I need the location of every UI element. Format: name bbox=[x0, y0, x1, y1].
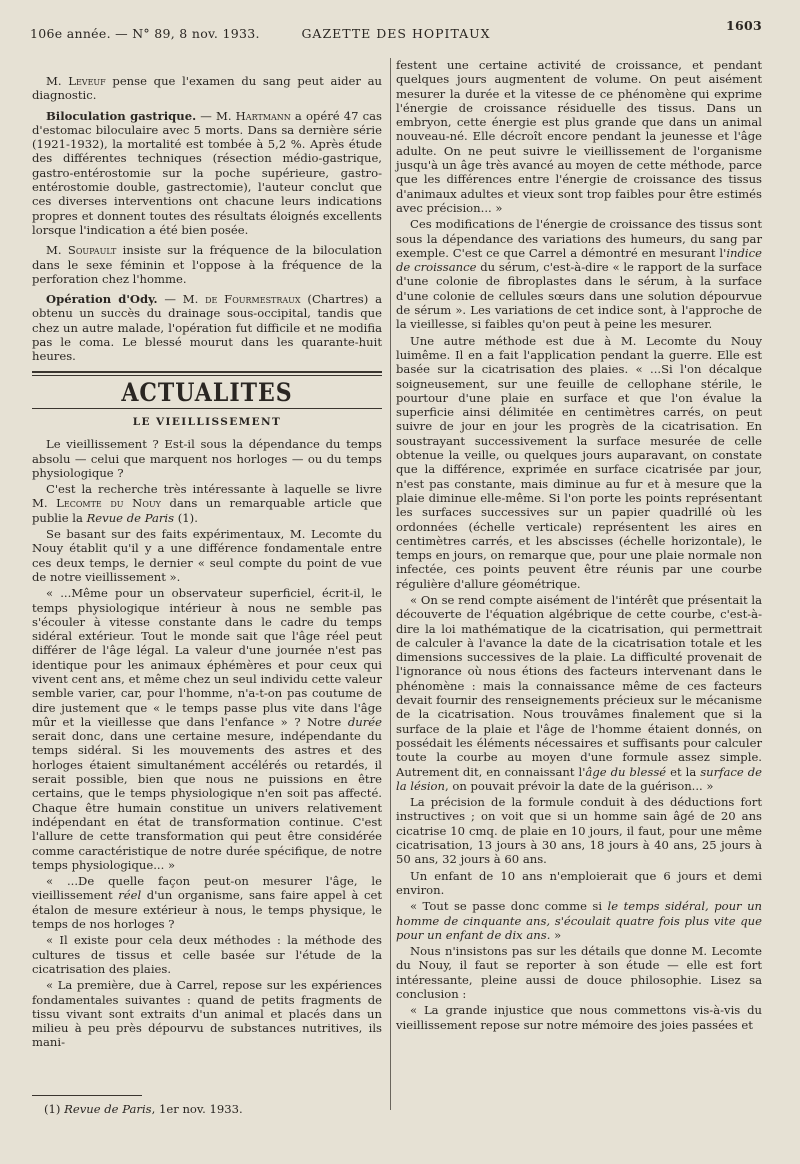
report-heading: Biloculation gastrique. bbox=[46, 108, 197, 123]
paragraph-text: et la bbox=[666, 764, 701, 779]
paragraph-text: a opéré 47 cas d'estomac biloculaire avec 5 morts. Dans sa dernière série (1921-1932), la mortalité est tombée à 5,2 %. Après étude des différentes techniques (résection médio-gastrique, gastro-entérostomie sur la poche supérieure, gastro-entérostomie double, gastrectomie), l'auteur conclut que ces diverses interventions ont chacune leurs indications propres et donnent toutes des résultats éloignés excellents lorsque l'indication a été bien posée. bbox=[32, 108, 382, 237]
article-paragraph: « Il existe pour cela deux méthodes : la méthode des cultures de tissus et celle basée sur l'étude de la cicatrisation des plaies. bbox=[32, 933, 382, 976]
paragraph-text: « ...Même pour un observateur superficiel, écrit-il, le temps physiologique intérieur à nous ne semble pas s'écouler à vitesse constante dans le cadre du temps sidéral extérieur. Tout le monde sait que l'âge réel peut différer de l'âge légal. La valeur d'une journée n'est pas identique pour les animaux éphémères et pour ceux qui vivent cent ans, et même chez un seul individu cette valeur semble varier, car, pour l'homme, n'a-t-on pas coutume de dire justement que « le temps passe plus vite dans l'âge mûr et la vieillesse que dans l'enfance » ? Notre bbox=[32, 586, 382, 729]
article-paragraph bbox=[396, 593, 762, 793]
journal-name: Revue de Paris bbox=[86, 510, 175, 525]
italic-term: surface de la lésion bbox=[396, 764, 762, 793]
paragraph-text: , on pouvait prévoir la date de la guérison... » bbox=[444, 778, 714, 793]
article-paragraph bbox=[32, 874, 382, 931]
paragraph-text: « On se rend compte aisément de l'intérêt que présentait la découverte de l'équation algébrique de cette courbe, c'est-à-dire la loi mathématique de la cicatrisation, qui permettrait de calculer à l'avance la date de la cicatrisation totale et les dimensions successives de la plaie. La difficulté provenait de l'ignorance où nous étions des facteurs intervenant dans le phénomène : mais la connaissance même de ces facteurs devait fournir des renseignements précieux sur le mécanisme de la cicatrisation. Nous trouvâmes finalement que si la surface de la plaie et l'âge de l'homme étaient donnés, on possédait les éléments nécessaires et suffisants pour calculer toute la courbe au moyen d'une formule assez simple. Autrement dit, en connaissant l' bbox=[396, 592, 762, 779]
article-paragraph bbox=[32, 586, 382, 872]
article-paragraph: Une autre méthode est due à M. Lecomte du Nouy luimême. Il en a fait l'application pendant la guerre. Elle est basée sur la cicatrisation des plaies. « ...Si l'on décalque soigneusement, sur une feuille de cellophane stérile, le pourtour d'une plaie en surface et que l'on évalue la superficie ainsi délimitée en centimètres carrés, on peut suivre de jour en jour les progrès de la cicatrisation. En soustrayant successivement la surface mesurée de celle obtenue la veille, ou quelques jours auparavant, on constate que la différence, exprimée en surface cicatrisée par jour, n'est pas constante, mais diminue au fur et à mesure que la plaie diminue elle-même. Si l'on porte les points représentant les surfaces successives sur un papier quadrillé où les ordonnées (échelle verticale) représentent les aires en centimètres carrés, et les abscisses (échelle horizontale), le temps en jours, on remarque que, pour une plaie normale non infectée, ces points peuvent être réunis par une courbe régulière d'allure géométrique. bbox=[396, 333, 762, 591]
paragraph-text: » bbox=[550, 927, 562, 942]
page-header bbox=[30, 18, 762, 48]
issue-info: 106e année. — N° 89, 8 nov. 1933. bbox=[30, 26, 260, 41]
italic-term: réel bbox=[118, 888, 142, 903]
article-paragraph bbox=[396, 217, 762, 331]
footnote-rule bbox=[32, 1095, 142, 1096]
paragraph-text: C'est la recherche très intéressante à laquelle se livre bbox=[46, 482, 382, 497]
paragraph-text: insiste sur la fréquence de la biloculation dans le sexe féminin et l'oppose à la fréquence de la perforation chez l'homme. bbox=[32, 243, 382, 286]
article-paragraph: La précision de la formule conduit à des déductions fort instructives ; on voit que si un homme sain âgé de 20 ans cicatrise 10 cmq. de plaie en 10 jours, il faut, pour une même cicatrisation, 13 jours à 30 ans, 18 jours à 40 ans, 25 jours à 50 ans, 32 jours à 60 ans. bbox=[396, 795, 762, 867]
footnote-ref: (1). bbox=[174, 510, 198, 525]
article-paragraph bbox=[32, 482, 382, 525]
right-column bbox=[396, 58, 762, 1034]
title-rule bbox=[32, 408, 382, 409]
footnote-text: , 1er nov. 1933. bbox=[151, 1102, 243, 1116]
section-rule bbox=[32, 371, 382, 376]
article-paragraph: Nous n'insistons pas sur les détails que donne M. Lecomte du Nouy, il faut se reporter à son étude — elle est fort intéressante, pleine aussi de douce philosophie. Lisez sa conclusion : bbox=[396, 944, 762, 1001]
leveuf-paragraph bbox=[32, 74, 382, 103]
article-paragraph: Se basant sur des faits expérimentaux, M. Lecomte du Nouy établit qu'il y a une différence fondamentale entre ces deux temps, le dernier « seul compte du point de vue de notre vieillissement ». bbox=[32, 527, 382, 584]
paragraph-text: serait donc, dans une certaine mesure, indépendante du temps sidéral. Si les mouvements des astres et des horloges étaient simultanément accélérés ou retardés, il serait possible, bien que nous ne puissions en être certains, que le temps physiologique n'en soit pas affecté. Chaque être humain constitue un univers relativement indépendant en état de transformation continue. C'est l'allure de cette transformation qui peut être considérée comme caractéristique de notre durée spécifique, de notre temps physiologique... » bbox=[32, 729, 382, 872]
author-name: M. Lecomte du Nouy bbox=[32, 496, 161, 511]
column-divider bbox=[390, 58, 391, 1110]
paragraph-text: pense que l'examen du sang peut aider au diagnostic. bbox=[32, 74, 382, 103]
ody-paragraph bbox=[32, 292, 382, 363]
paragraph-text: du sérum, c'est-à-dire « le rapport de la surface d'une colonie de fibroplastes dans le sérum, à la surface d'une colonie de cellules sœurs dans une solution dépourvue de sérum ». Les variations de cet indice sont, à l'approche de la vieillesse, si faibles qu'on peut à peine les mesurer. bbox=[396, 260, 762, 332]
paragraph-text: (Chartres) a obtenu un succès du drainage sous-occipital, tandis que chez un autre malade, l'opération fut difficile et ne modifia pas le coma. Le blessé mourut dans les quarante-huit heures. bbox=[32, 292, 382, 364]
author-name: M. Leveuf bbox=[46, 74, 106, 88]
article-paragraph: Le vieillissement ? Est-il sous la dépendance du temps absolu — celui que marquent nos horloges — ou du temps physiologique ? bbox=[32, 437, 382, 480]
article-paragraph bbox=[396, 899, 762, 942]
paragraph-text: d'un organisme, sans faire appel à cet étalon de mesure extérieur à nous, le temps physique, le temps de nos horloges ? bbox=[32, 888, 382, 932]
article-paragraph: Un enfant de 10 ans n'emploierait que 6 jours et demi environ. bbox=[396, 868, 762, 897]
article-paragraph: « La première, due à Carrel, repose sur les expériences fondamentales suivantes : quand de petits fragments de tissu vivant sont extraits d'un animal et placés dans un milieu à peu près dépourvu de substances nutritives, ils mani- bbox=[32, 978, 382, 1050]
journal-name: Revue de Paris bbox=[64, 1102, 152, 1116]
author-name: — M. de Fourmestraux bbox=[157, 292, 301, 307]
journal-title: GAZETTE DES HOPITAUX bbox=[301, 26, 491, 41]
biloculation-paragraph bbox=[32, 109, 382, 238]
report-heading: Opération d'Ody. bbox=[46, 292, 158, 307]
paragraph-text: « ...De quelle façon peut-on mesurer l'âge, le vieillissement bbox=[32, 874, 382, 903]
footnote-marker: (1) bbox=[44, 1102, 65, 1116]
author-name: — M. Hartmann bbox=[196, 108, 291, 123]
italic-term: indice de croissance bbox=[396, 245, 762, 275]
article-paragraph: festent une certaine activité de croissance, et pendant quelques jours augmentent de volume. On peut aisément mesurer la durée et la vitesse de ce phénomène qui exprime l'énergie de croissance résiduelle des tissus. Dans un embryon, cette énergie est plus grande que dans un animal nouveau-né. Elle décroît encore pendant la jeunesse et l'âge adulte. On ne peut suivre le vieillissement de l'organisme jusqu'à un âge très avancé au moyen de cette méthode, parce que les différences entre l'énergie de croissance des tissus d'animaux adultes et vieux sont trop faibles pour être estimés avec précision... » bbox=[396, 58, 762, 215]
article-title: LE VIEILLISSEMENT bbox=[132, 415, 282, 428]
paragraph-text: « Tout se passe donc comme si bbox=[410, 899, 608, 914]
page-number: 1603 bbox=[726, 18, 762, 33]
italic-quote: le temps sidéral, pour un homme de cinquante ans, s'écoulait quatre fois plus vite que pour un enfant de dix ans. bbox=[396, 899, 762, 942]
article-paragraph: « La grande injustice que nous commettons vis-à-vis du vieillissement repose sur notre mémoire des joies passées et bbox=[396, 1003, 762, 1032]
left-column bbox=[32, 74, 382, 1052]
author-name: M. Soupault bbox=[46, 243, 117, 258]
section-title: ACTUALITES bbox=[121, 377, 293, 408]
footnote bbox=[44, 1102, 243, 1116]
paragraph-text: Ces modifications de l'énergie de croissance des tissus sont sous la dépendance des variations des humeurs, du sang par exemple. C'est ce que Carrel a démontré en mesurant l' bbox=[396, 217, 762, 260]
italic-term: âge du blessé bbox=[585, 764, 667, 779]
italic-term: durée bbox=[347, 714, 382, 729]
paragraph-text: dans un remarquable article que publie la bbox=[32, 496, 382, 525]
soupault-paragraph bbox=[32, 243, 382, 286]
